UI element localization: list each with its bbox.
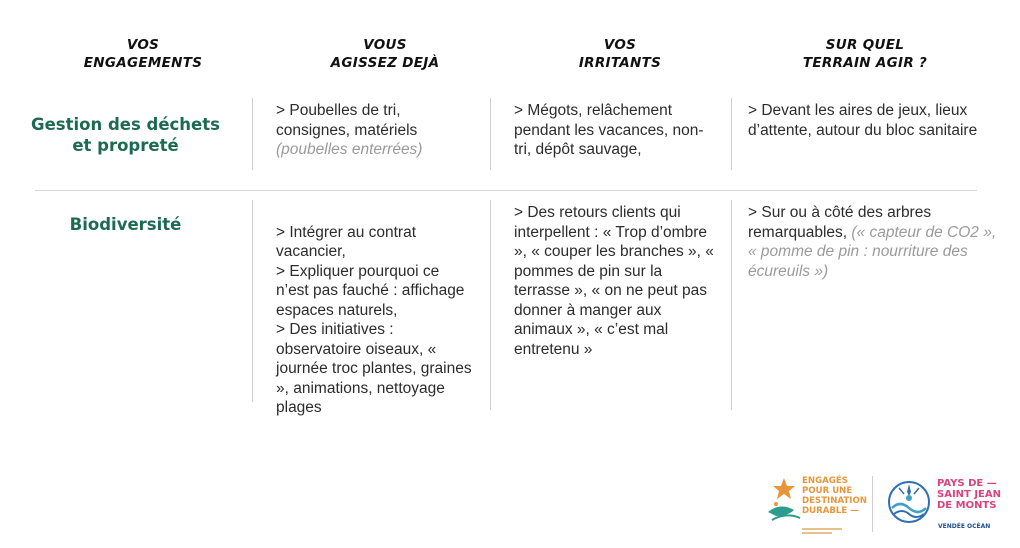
column-divider bbox=[490, 98, 491, 170]
column-divider bbox=[252, 200, 253, 402]
cell-text: > Mégots, relâchement pendant les vacances, non-tri, dépôt sauvage, bbox=[514, 102, 704, 158]
cell-text: > Poubelles de tri, consignes, matériels bbox=[276, 102, 418, 139]
column-divider bbox=[731, 200, 732, 410]
cell-text: > Intégrer au contrat vacancier, > Expliquer pourquoi ce n’est pas fauché : affichage espaces naturels, > Des initiatives : observatoire oiseaux, « journée troc plantes, graines », animations, nettoyage plages bbox=[276, 223, 472, 416]
cell-text: > Devant les aires de jeux, lieux d’attente, autour du bloc sanitaire bbox=[748, 102, 978, 139]
cell-biodiversite-irritants bbox=[514, 203, 714, 359]
row-label-biodiversite: Biodiversité bbox=[69, 215, 182, 234]
row-divider bbox=[35, 190, 977, 191]
column-divider bbox=[731, 98, 732, 170]
cell-note: (« capteur de CO2 », « pomme de pin : nourriture des écureuils ») bbox=[748, 223, 997, 280]
cell-dechets-irritants bbox=[514, 101, 714, 160]
sun-wave-icon bbox=[889, 482, 929, 522]
cell-text: > Sur ou à côté des arbres remarquables, bbox=[748, 204, 932, 241]
cell-dechets-deja bbox=[276, 101, 476, 160]
header-agissez-deja: VOUS AGISSEZ DEJÀ bbox=[330, 37, 440, 71]
pays-logo-subtitle: VENDÉE OCÉAN bbox=[938, 523, 991, 530]
starfish-icon bbox=[773, 478, 795, 499]
header-terrain: SUR QUEL TERRAIN AGIR ? bbox=[802, 37, 928, 71]
cell-biodiversite-deja bbox=[276, 203, 476, 418]
engages-logo-text: ENGAGÉS POUR UNE DESTINATION DURABLE — bbox=[802, 476, 867, 516]
header-engagements: VOS ENGAGEMENTS bbox=[83, 37, 203, 71]
cell-note: (poubelles enterrées) bbox=[276, 141, 423, 158]
column-divider bbox=[490, 200, 491, 410]
pays-logo-text: PAYS DE — SAINT JEAN DE MONTS bbox=[937, 478, 1001, 511]
saint-jean-de-monts-logo bbox=[882, 474, 936, 532]
cell-dechets-terrain bbox=[748, 101, 998, 140]
cell-text: > Des retours clients qui interpellent : « Trop d’ombre », « couper les branches », « pommes de pin sur la terrasse », « on ne peut pas donner à manger aux animaux », « c’est mal entretenu » bbox=[514, 204, 714, 358]
row-label-dechets: Gestion des déchets et propreté bbox=[31, 115, 220, 155]
logo-separator bbox=[872, 476, 873, 532]
wave-hand-icon bbox=[768, 502, 800, 520]
cell-biodiversite-terrain bbox=[748, 203, 998, 281]
column-divider bbox=[252, 98, 253, 170]
header-irritants: VOS IRRITANTS bbox=[578, 37, 662, 71]
